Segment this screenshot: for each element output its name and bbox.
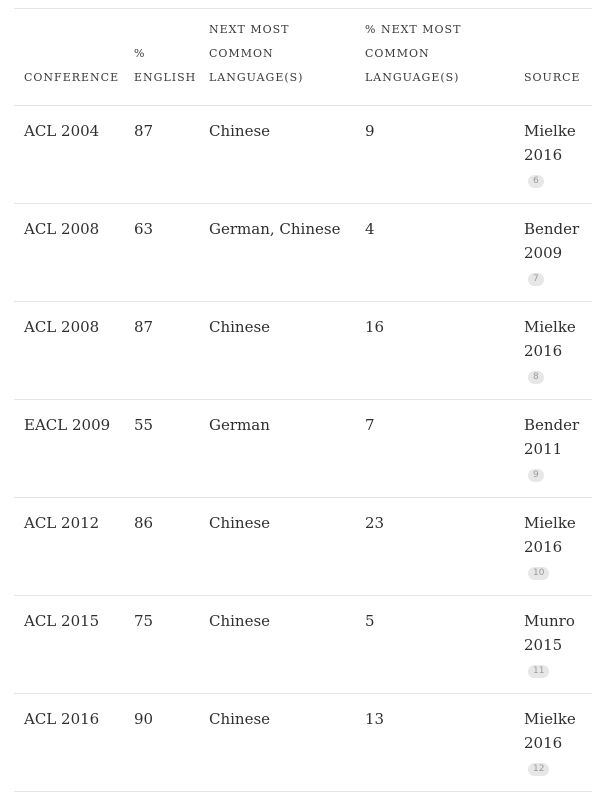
pct-english-cell: 90	[124, 694, 199, 792]
pct-english-cell: 86	[124, 498, 199, 596]
col-header-conference	[14, 9, 124, 106]
footnote-ref-badge[interactable]: 8	[528, 371, 544, 384]
table-body	[14, 106, 592, 792]
conference-cell: EACL 2009	[14, 400, 124, 498]
source-citation: Mielke 2016	[524, 318, 576, 360]
source-citation: Mielke 2016	[524, 122, 576, 164]
footnote-ref-badge[interactable]: 12	[528, 763, 549, 776]
conference-cell: ACL 2015	[14, 596, 124, 694]
table-row	[14, 106, 592, 204]
source-cell	[514, 400, 592, 498]
next-language-cell: Chinese	[199, 498, 355, 596]
footnote-ref-badge[interactable]: 9	[528, 469, 544, 482]
footnote-ref-badge[interactable]: 10	[528, 567, 549, 580]
table-header	[14, 9, 592, 106]
table-row	[14, 694, 592, 792]
col-header-label: NEXT MOST COMMON LANGUAGE(S)	[209, 23, 304, 84]
next-language-cell: Chinese	[199, 106, 355, 204]
source-cell	[514, 302, 592, 400]
source-cell	[514, 694, 592, 792]
pct-next-language-cell: 7	[355, 400, 514, 498]
table-row	[14, 596, 592, 694]
conference-language-table	[14, 8, 592, 792]
source-citation: Mielke 2016	[524, 710, 576, 752]
pct-english-cell: 87	[124, 106, 199, 204]
table-row	[14, 400, 592, 498]
source-citation: Bender 2011	[524, 416, 580, 458]
next-language-cell: Chinese	[199, 694, 355, 792]
source-cell	[514, 498, 592, 596]
conference-cell: ACL 2004	[14, 106, 124, 204]
footnote-ref-badge[interactable]: 11	[528, 665, 549, 678]
col-header-label: % ENGLISH	[134, 47, 197, 84]
col-header-next-language	[199, 9, 355, 106]
col-header-pct-english	[124, 9, 199, 106]
col-header-label: CONFERENCE	[24, 71, 120, 84]
pct-next-language-cell: 4	[355, 204, 514, 302]
table-row	[14, 302, 592, 400]
conference-cell: ACL 2012	[14, 498, 124, 596]
source-citation: Bender 2009	[524, 220, 580, 262]
conference-cell: ACL 2008	[14, 302, 124, 400]
pct-next-language-cell: 9	[355, 106, 514, 204]
pct-next-language-cell: 5	[355, 596, 514, 694]
col-header-label: % NEXT MOST COMMON LANGUAGE(S)	[365, 23, 462, 84]
next-language-cell: German	[199, 400, 355, 498]
pct-english-cell: 75	[124, 596, 199, 694]
footnote-ref-badge[interactable]: 6	[528, 175, 544, 188]
pct-next-language-cell: 23	[355, 498, 514, 596]
source-cell	[514, 596, 592, 694]
pct-english-cell: 55	[124, 400, 199, 498]
pct-next-language-cell: 16	[355, 302, 514, 400]
table-row	[14, 498, 592, 596]
table-header-row	[14, 9, 592, 106]
pct-english-cell: 63	[124, 204, 199, 302]
conference-cell: ACL 2008	[14, 204, 124, 302]
col-header-pct-next-language	[355, 9, 514, 106]
source-cell	[514, 106, 592, 204]
source-citation: Mielke 2016	[524, 514, 576, 556]
pct-english-cell: 87	[124, 302, 199, 400]
footnote-ref-badge[interactable]: 7	[528, 273, 544, 286]
col-header-label: SOURCE	[524, 71, 581, 84]
conference-cell: ACL 2016	[14, 694, 124, 792]
source-cell	[514, 204, 592, 302]
next-language-cell: Chinese	[199, 596, 355, 694]
next-language-cell: German, Chinese	[199, 204, 355, 302]
table-row	[14, 204, 592, 302]
next-language-cell: Chinese	[199, 302, 355, 400]
col-header-source	[514, 9, 592, 106]
source-citation: Munro 2015	[524, 612, 575, 654]
pct-next-language-cell: 13	[355, 694, 514, 792]
